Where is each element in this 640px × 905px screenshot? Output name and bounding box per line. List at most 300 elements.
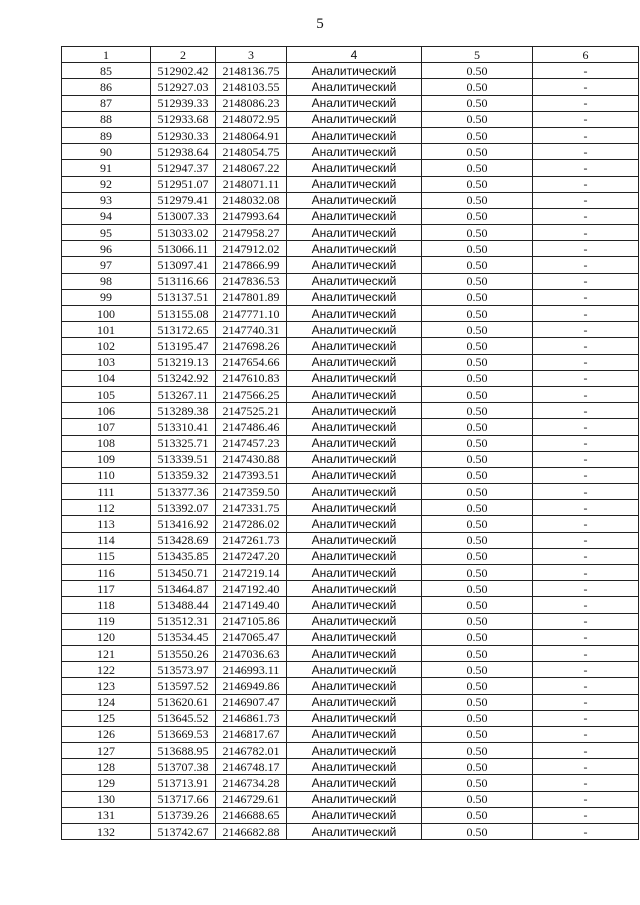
table-cell: 118	[62, 597, 151, 613]
table-cell: 512930.33	[151, 127, 216, 143]
table-cell: -	[533, 403, 639, 419]
table-cell: -	[533, 370, 639, 386]
table-cell: 91	[62, 160, 151, 176]
table-cell: 2147654.66	[216, 354, 287, 370]
table-cell: -	[533, 338, 639, 354]
page-number: 5	[316, 16, 324, 32]
table-row	[62, 208, 639, 224]
table-cell: 2147105.86	[216, 613, 287, 629]
table-cell: Аналитический	[287, 532, 422, 548]
table-cell: 89	[62, 127, 151, 143]
table-cell: 0.50	[422, 613, 533, 629]
table-cell: Аналитический	[287, 192, 422, 208]
table-body	[62, 47, 639, 840]
table-cell: Аналитический	[287, 467, 422, 483]
table-cell: -	[533, 192, 639, 208]
table-cell: 98	[62, 273, 151, 289]
table-cell: -	[533, 160, 639, 176]
table-cell: Аналитический	[287, 127, 422, 143]
table-cell: 0.50	[422, 192, 533, 208]
table-cell: 2147740.31	[216, 322, 287, 338]
table-cell: -	[533, 565, 639, 581]
table-cell: 109	[62, 451, 151, 467]
table-cell: 2147866.99	[216, 257, 287, 273]
table-cell: 0.50	[422, 775, 533, 791]
table-cell: -	[533, 467, 639, 483]
table-cell: Аналитический	[287, 807, 422, 823]
table-row	[62, 63, 639, 79]
table-cell: 2147065.47	[216, 629, 287, 645]
table-cell: -	[533, 176, 639, 192]
column-header: 4	[287, 47, 422, 63]
table-cell: Аналитический	[287, 273, 422, 289]
table-row	[62, 225, 639, 241]
table-cell: 106	[62, 403, 151, 419]
table-row	[62, 775, 639, 791]
table-cell: 513325.71	[151, 435, 216, 451]
table-cell: 120	[62, 629, 151, 645]
table-cell: 95	[62, 225, 151, 241]
table-cell: 512979.41	[151, 192, 216, 208]
table-cell: 2147286.02	[216, 516, 287, 532]
table-cell: 0.50	[422, 791, 533, 807]
table-cell: 107	[62, 419, 151, 435]
table-cell: 0.50	[422, 403, 533, 419]
table-cell: 0.50	[422, 807, 533, 823]
table-cell: -	[533, 257, 639, 273]
table-cell: 2147525.21	[216, 403, 287, 419]
table-cell: 0.50	[422, 710, 533, 726]
table-cell: Аналитический	[287, 451, 422, 467]
table-row	[62, 241, 639, 257]
table-cell: 2147993.64	[216, 208, 287, 224]
table-cell: 512951.07	[151, 176, 216, 192]
table-cell: 2148054.75	[216, 144, 287, 160]
table-cell: 104	[62, 370, 151, 386]
table-row	[62, 726, 639, 742]
table-cell: -	[533, 629, 639, 645]
table-cell: 0.50	[422, 225, 533, 241]
table-row	[62, 662, 639, 678]
table-row	[62, 273, 639, 289]
table-cell: -	[533, 95, 639, 111]
column-header: 2	[151, 47, 216, 63]
table-row	[62, 192, 639, 208]
table-cell: -	[533, 225, 639, 241]
table-cell: 101	[62, 322, 151, 338]
table-cell: 2147192.40	[216, 581, 287, 597]
table-cell: 513688.95	[151, 743, 216, 759]
table-cell: Аналитический	[287, 241, 422, 257]
table-cell: 513033.02	[151, 225, 216, 241]
table-row	[62, 419, 639, 435]
table-cell: 513573.97	[151, 662, 216, 678]
table-cell: 2146748.17	[216, 759, 287, 775]
table-cell: 97	[62, 257, 151, 273]
table-cell: Аналитический	[287, 629, 422, 645]
table-cell: -	[533, 645, 639, 661]
table-cell: Аналитический	[287, 824, 422, 840]
table-row	[62, 678, 639, 694]
table-cell: 513464.87	[151, 581, 216, 597]
table-cell: 513713.91	[151, 775, 216, 791]
table-cell: Аналитический	[287, 548, 422, 564]
table-cell: -	[533, 273, 639, 289]
column-header: 6	[533, 47, 639, 63]
table-cell: 2146682.88	[216, 824, 287, 840]
table-cell: 0.50	[422, 516, 533, 532]
table-cell: 2146817.67	[216, 726, 287, 742]
table-cell: 2147036.63	[216, 645, 287, 661]
table-cell: -	[533, 597, 639, 613]
table-cell: 513377.36	[151, 484, 216, 500]
table-cell: Аналитический	[287, 370, 422, 386]
table-row	[62, 338, 639, 354]
table-cell: 513742.67	[151, 824, 216, 840]
table-row	[62, 791, 639, 807]
table-cell: 0.50	[422, 95, 533, 111]
table-cell: 126	[62, 726, 151, 742]
table-cell: 0.50	[422, 338, 533, 354]
table-cell: 0.50	[422, 451, 533, 467]
table-cell: 2146993.11	[216, 662, 287, 678]
table-cell: 513739.26	[151, 807, 216, 823]
table-cell: Аналитический	[287, 257, 422, 273]
table-row	[62, 759, 639, 775]
table-cell: -	[533, 111, 639, 127]
table-row	[62, 435, 639, 451]
table-cell: 88	[62, 111, 151, 127]
table-cell: 113	[62, 516, 151, 532]
table-cell: 0.50	[422, 548, 533, 564]
table-cell: -	[533, 532, 639, 548]
table-cell: 513195.47	[151, 338, 216, 354]
table-cell: -	[533, 386, 639, 402]
table-cell: -	[533, 662, 639, 678]
table-cell: -	[533, 678, 639, 694]
table-cell: 128	[62, 759, 151, 775]
table-cell: 513155.08	[151, 306, 216, 322]
table-row	[62, 370, 639, 386]
column-header: 5	[422, 47, 533, 63]
table-cell: 2147393.51	[216, 467, 287, 483]
table-row	[62, 403, 639, 419]
table-cell: 0.50	[422, 79, 533, 95]
table-cell: 0.50	[422, 467, 533, 483]
table-cell: 2148072.95	[216, 111, 287, 127]
table-row	[62, 306, 639, 322]
table-cell: 2148103.55	[216, 79, 287, 95]
table-cell: 114	[62, 532, 151, 548]
table-cell: 513512.31	[151, 613, 216, 629]
table-cell: 0.50	[422, 532, 533, 548]
table-cell: Аналитический	[287, 289, 422, 305]
table-row	[62, 807, 639, 823]
table-cell: -	[533, 354, 639, 370]
table-cell: 99	[62, 289, 151, 305]
table-cell: 2147771.10	[216, 306, 287, 322]
table-cell: -	[533, 694, 639, 710]
table-row	[62, 484, 639, 500]
table-cell: 0.50	[422, 824, 533, 840]
table-cell: -	[533, 791, 639, 807]
table-cell: 108	[62, 435, 151, 451]
table-cell: 513007.33	[151, 208, 216, 224]
table-cell: -	[533, 775, 639, 791]
table-cell: Аналитический	[287, 403, 422, 419]
table-cell: -	[533, 807, 639, 823]
table-cell: 0.50	[422, 759, 533, 775]
table-cell: -	[533, 79, 639, 95]
table-cell: Аналитический	[287, 694, 422, 710]
coordinates-table	[61, 46, 639, 840]
table-cell: 2146688.65	[216, 807, 287, 823]
table-cell: 0.50	[422, 694, 533, 710]
table-cell: Аналитический	[287, 176, 422, 192]
table-row	[62, 176, 639, 192]
table-cell: 513172.65	[151, 322, 216, 338]
table-cell: 2147247.20	[216, 548, 287, 564]
table-cell: 127	[62, 743, 151, 759]
table-cell: -	[533, 743, 639, 759]
table-cell: -	[533, 127, 639, 143]
table-cell: Аналитический	[287, 581, 422, 597]
table-cell: 0.50	[422, 273, 533, 289]
table-cell: -	[533, 613, 639, 629]
table-cell: 0.50	[422, 435, 533, 451]
table-cell: Аналитический	[287, 500, 422, 516]
column-header: 3	[216, 47, 287, 63]
table-cell: Аналитический	[287, 678, 422, 694]
table-cell: 513310.41	[151, 419, 216, 435]
table-cell: 2147261.73	[216, 532, 287, 548]
table-cell: Аналитический	[287, 419, 422, 435]
table-cell: Аналитический	[287, 743, 422, 759]
table-cell: 513116.66	[151, 273, 216, 289]
table-cell: 2147912.02	[216, 241, 287, 257]
table-cell: 2147566.25	[216, 386, 287, 402]
table-cell: 2147836.53	[216, 273, 287, 289]
table-cell: -	[533, 824, 639, 840]
table-cell: 0.50	[422, 678, 533, 694]
table-cell: 0.50	[422, 726, 533, 742]
table-cell: 513392.07	[151, 500, 216, 516]
table-cell: 0.50	[422, 370, 533, 386]
table-cell: Аналитический	[287, 63, 422, 79]
table-cell: 124	[62, 694, 151, 710]
table-row	[62, 743, 639, 759]
table-row	[62, 95, 639, 111]
table-cell: 131	[62, 807, 151, 823]
table-cell: Аналитический	[287, 565, 422, 581]
table-cell: 0.50	[422, 629, 533, 645]
table-cell: -	[533, 484, 639, 500]
table-cell: 2147359.50	[216, 484, 287, 500]
table-cell: 513289.38	[151, 403, 216, 419]
table-cell: 2146907.47	[216, 694, 287, 710]
table-cell: Аналитический	[287, 597, 422, 613]
table-row	[62, 257, 639, 273]
table-cell: -	[533, 63, 639, 79]
table-cell: 513416.92	[151, 516, 216, 532]
table-cell: 2146729.61	[216, 791, 287, 807]
table-row	[62, 565, 639, 581]
table-cell: 513488.44	[151, 597, 216, 613]
table-cell: Аналитический	[287, 710, 422, 726]
table-cell: 132	[62, 824, 151, 840]
table-cell: 0.50	[422, 208, 533, 224]
table-cell: Аналитический	[287, 322, 422, 338]
table-cell: 2147698.26	[216, 338, 287, 354]
table-cell: Аналитический	[287, 516, 422, 532]
table-cell: Аналитический	[287, 435, 422, 451]
table-cell: 2146861.73	[216, 710, 287, 726]
table-cell: 512902.42	[151, 63, 216, 79]
table-cell: 2146734.28	[216, 775, 287, 791]
table-cell: Аналитический	[287, 775, 422, 791]
table-cell: 105	[62, 386, 151, 402]
table-cell: 85	[62, 63, 151, 79]
table-cell: Аналитический	[287, 208, 422, 224]
table-cell: 513450.71	[151, 565, 216, 581]
table-cell: 103	[62, 354, 151, 370]
table-cell: 0.50	[422, 484, 533, 500]
table-cell: 513435.85	[151, 548, 216, 564]
table-cell: -	[533, 500, 639, 516]
table-cell: 2146949.86	[216, 678, 287, 694]
table-cell: 94	[62, 208, 151, 224]
table-cell: -	[533, 289, 639, 305]
table-cell: 0.50	[422, 63, 533, 79]
table-row	[62, 516, 639, 532]
table-cell: 0.50	[422, 565, 533, 581]
table-cell: 2148064.91	[216, 127, 287, 143]
table-row	[62, 144, 639, 160]
table-row	[62, 581, 639, 597]
table-cell: 110	[62, 467, 151, 483]
table-cell: 116	[62, 565, 151, 581]
table-cell: 125	[62, 710, 151, 726]
table-cell: -	[533, 726, 639, 742]
table-cell: 0.50	[422, 419, 533, 435]
table-cell: 0.50	[422, 306, 533, 322]
table-row	[62, 160, 639, 176]
table-cell: 111	[62, 484, 151, 500]
table-cell: 115	[62, 548, 151, 564]
table-row	[62, 322, 639, 338]
table-cell: 513717.66	[151, 791, 216, 807]
table-cell: -	[533, 306, 639, 322]
table-cell: 0.50	[422, 127, 533, 143]
table-row	[62, 613, 639, 629]
table-row	[62, 548, 639, 564]
table-cell: 513339.51	[151, 451, 216, 467]
table-cell: 129	[62, 775, 151, 791]
table-cell: 0.50	[422, 743, 533, 759]
table-row	[62, 694, 639, 710]
table-cell: 2148032.08	[216, 192, 287, 208]
table-cell: 0.50	[422, 581, 533, 597]
table-cell: 513219.13	[151, 354, 216, 370]
table-cell: Аналитический	[287, 111, 422, 127]
table-cell: 0.50	[422, 500, 533, 516]
table-cell: Аналитический	[287, 791, 422, 807]
table-row	[62, 127, 639, 143]
table-row	[62, 629, 639, 645]
table-cell: 0.50	[422, 144, 533, 160]
table-cell: -	[533, 435, 639, 451]
table-cell: 2147331.75	[216, 500, 287, 516]
table-cell: -	[533, 241, 639, 257]
table-cell: 513066.11	[151, 241, 216, 257]
table-cell: -	[533, 451, 639, 467]
table-cell: -	[533, 548, 639, 564]
table-cell: -	[533, 516, 639, 532]
table-cell: 512947.37	[151, 160, 216, 176]
table-cell: 121	[62, 645, 151, 661]
table-row	[62, 597, 639, 613]
table-cell: 512939.33	[151, 95, 216, 111]
table-cell: 86	[62, 79, 151, 95]
table-row	[62, 532, 639, 548]
table-cell: 112	[62, 500, 151, 516]
table-cell: 0.50	[422, 111, 533, 127]
table-cell: Аналитический	[287, 613, 422, 629]
table-cell: 93	[62, 192, 151, 208]
table-cell: 119	[62, 613, 151, 629]
table-cell: 0.50	[422, 160, 533, 176]
table-cell: 0.50	[422, 662, 533, 678]
table-cell: 2148067.22	[216, 160, 287, 176]
table-cell: Аналитический	[287, 144, 422, 160]
table-cell: 2147219.14	[216, 565, 287, 581]
table-cell: 2146782.01	[216, 743, 287, 759]
table-cell: 0.50	[422, 241, 533, 257]
table-cell: 0.50	[422, 645, 533, 661]
table-cell: 2147610.83	[216, 370, 287, 386]
table-cell: 102	[62, 338, 151, 354]
table-cell: 0.50	[422, 176, 533, 192]
table-header-row	[62, 47, 639, 63]
table-cell: Аналитический	[287, 354, 422, 370]
table-row	[62, 710, 639, 726]
table-row	[62, 386, 639, 402]
table-cell: 90	[62, 144, 151, 160]
table-cell: Аналитический	[287, 726, 422, 742]
table-cell: Аналитический	[287, 759, 422, 775]
table-cell: -	[533, 419, 639, 435]
table-cell: Аналитический	[287, 225, 422, 241]
table-cell: 100	[62, 306, 151, 322]
table-cell: 512927.03	[151, 79, 216, 95]
table-cell: -	[533, 710, 639, 726]
table-cell: 513097.41	[151, 257, 216, 273]
table-row	[62, 500, 639, 516]
table-cell: 513550.26	[151, 645, 216, 661]
table-cell: 92	[62, 176, 151, 192]
table-cell: 513428.69	[151, 532, 216, 548]
table-cell: 0.50	[422, 322, 533, 338]
table-cell: 87	[62, 95, 151, 111]
table-cell: 513534.45	[151, 629, 216, 645]
table-row	[62, 824, 639, 840]
table-row	[62, 467, 639, 483]
table-cell: 0.50	[422, 289, 533, 305]
table-cell: Аналитический	[287, 95, 422, 111]
table-row	[62, 111, 639, 127]
table-cell: 513620.61	[151, 694, 216, 710]
table-row	[62, 289, 639, 305]
